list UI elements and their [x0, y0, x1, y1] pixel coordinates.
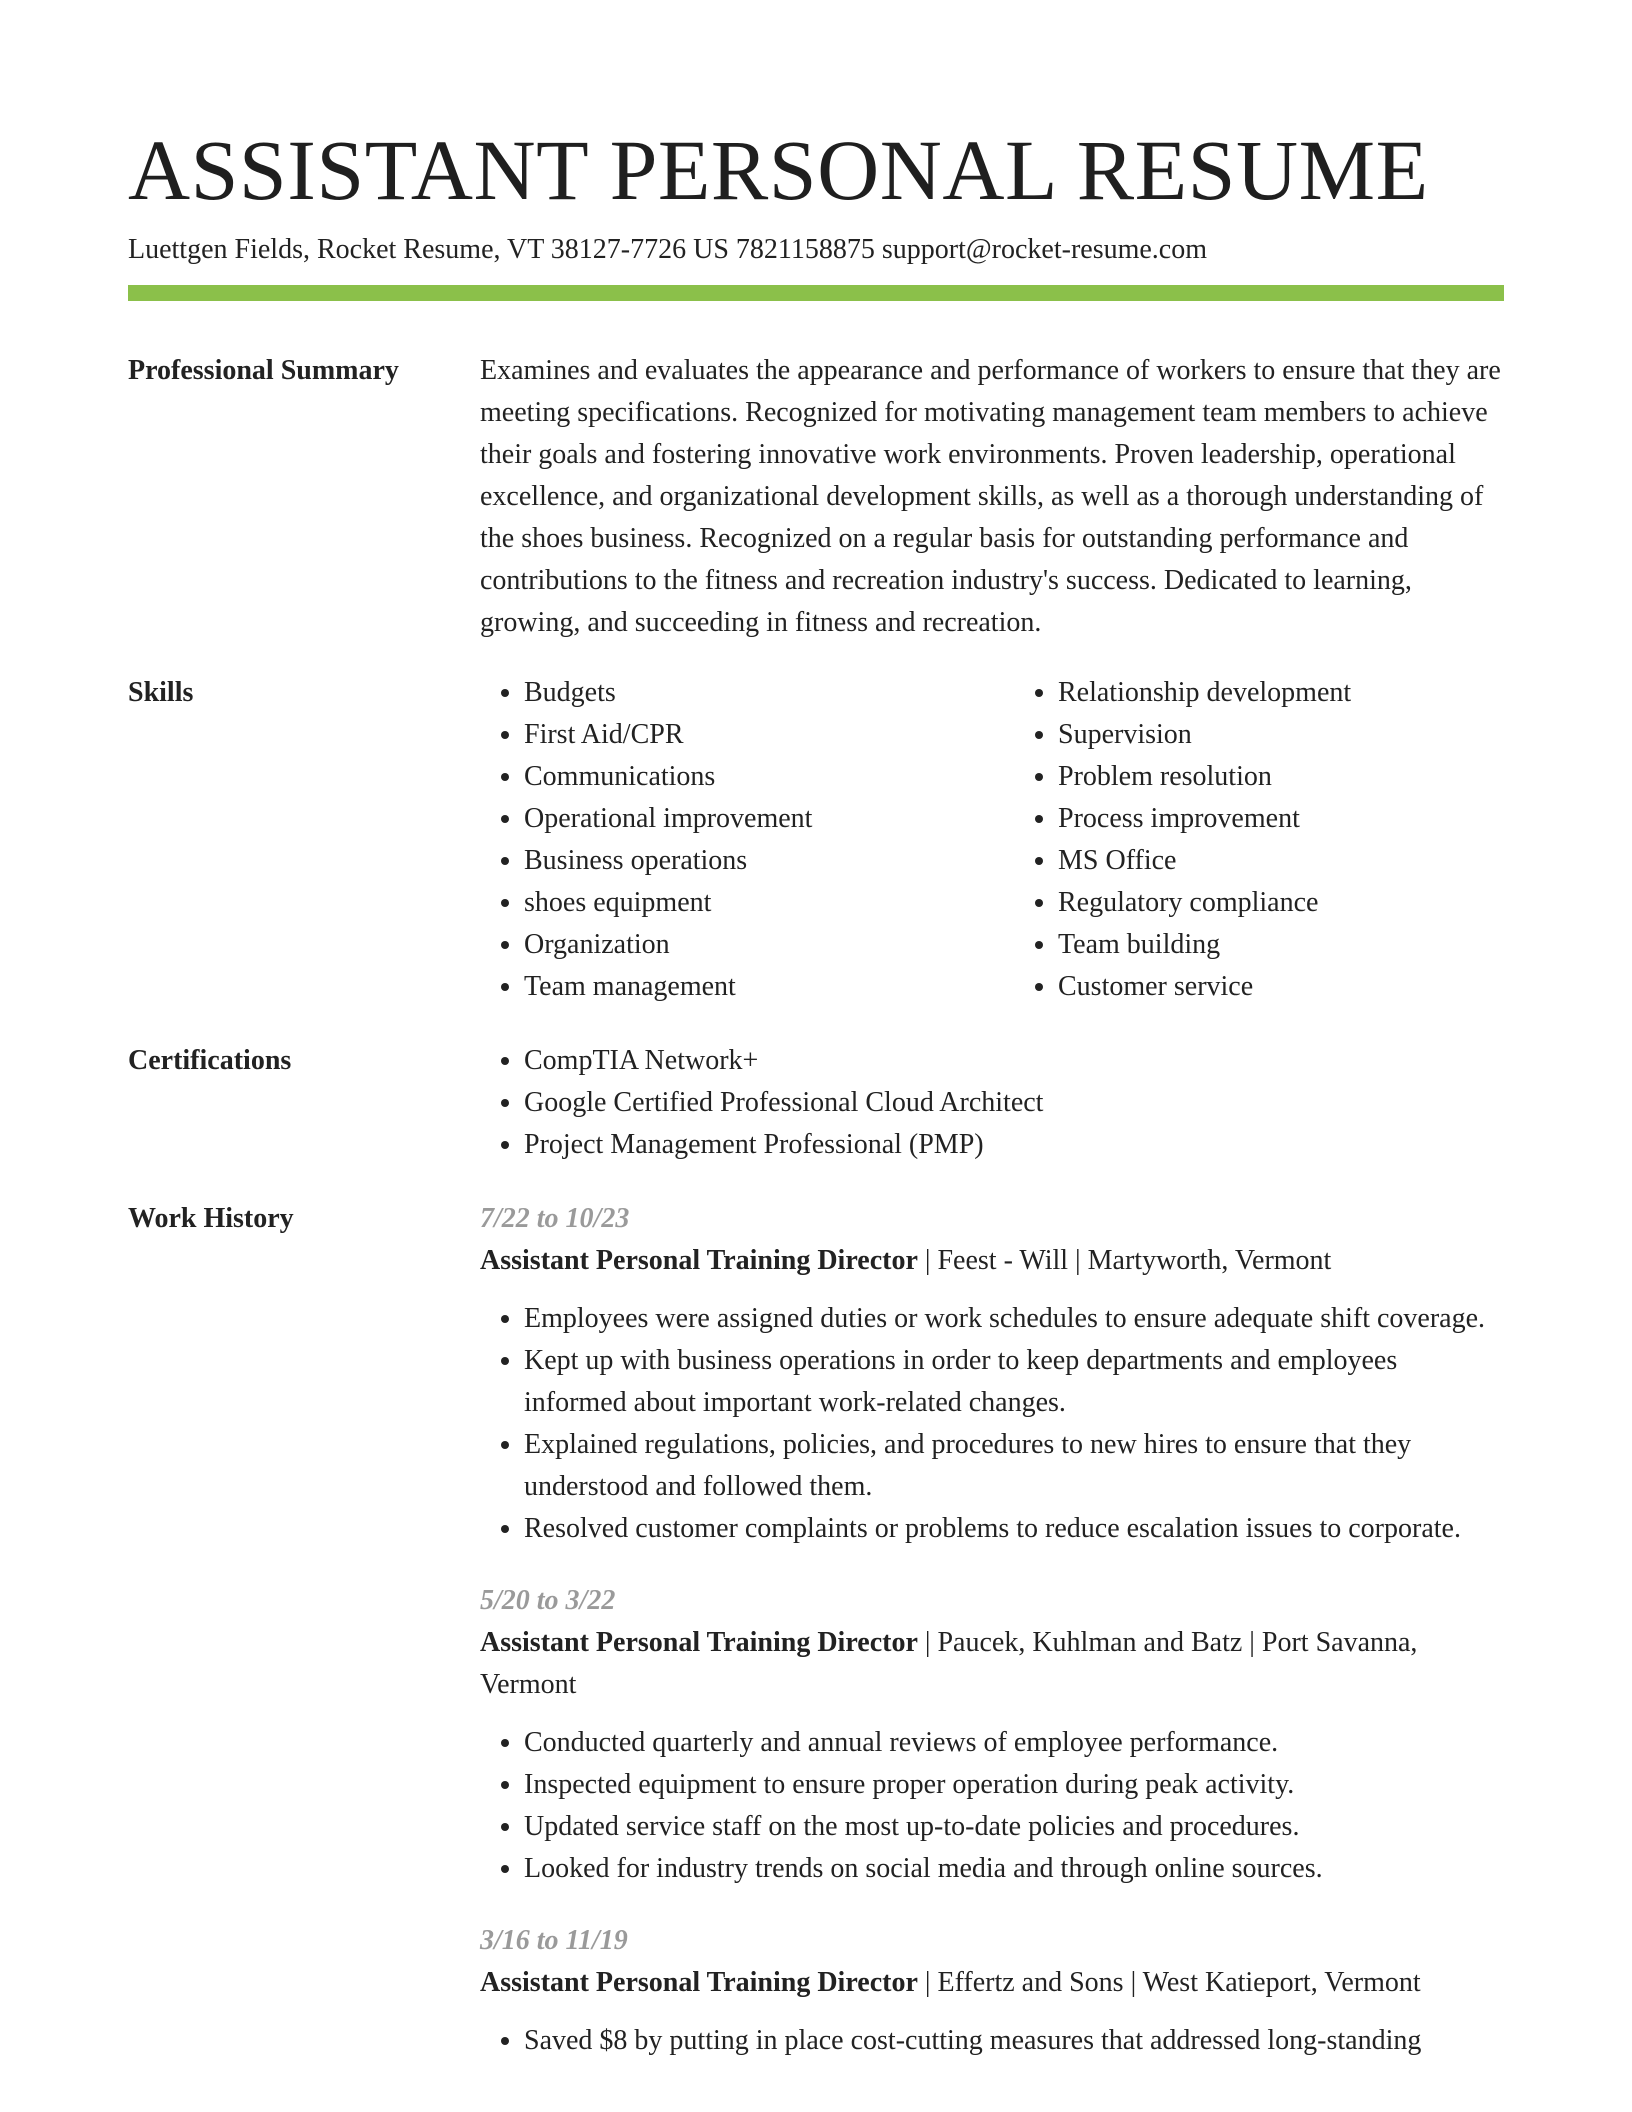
skill-item: • Process improvement — [1058, 798, 1504, 840]
certifications-list — [480, 1040, 1504, 1166]
job-header — [480, 1240, 1504, 1282]
summary-heading: Professional Summary — [128, 355, 399, 386]
job-title: Assistant Personal Training Director — [480, 1627, 918, 1658]
job-bullet: • Explained regulations, policies, and procedures to new hires to ensure that they understood and followed them. — [524, 1424, 1504, 1508]
skills-list-left — [480, 672, 970, 1008]
job-bullet: • Saved $8 by putting in place cost-cutting measures that addressed long-standing — [524, 2020, 1504, 2062]
skill-item: • Team building — [1058, 924, 1504, 966]
job-bullets — [480, 1722, 1504, 1890]
job-entry — [480, 1920, 1504, 2062]
job-details: | Paucek, Kuhlman and Batz | Port Savanna, Vermont — [480, 1627, 1418, 1700]
certification-item: • Google Certified Professional Cloud Architect — [524, 1082, 1504, 1124]
job-details: | Feest - Will | Martyworth, Vermont — [917, 1245, 1332, 1276]
skills-list-right — [1014, 672, 1504, 1008]
job-entry — [480, 1580, 1504, 1890]
job-bullet: • Updated service staff on the most up-to-date policies and procedures. — [524, 1806, 1504, 1848]
summary-body — [480, 350, 1504, 644]
job-dates: 3/16 to 11/19 — [480, 1925, 628, 1956]
skills-body — [480, 672, 1504, 1008]
job-bullet: • Looked for industry trends on social media and through online sources. — [524, 1848, 1504, 1890]
job-bullet: • Resolved customer complaints or problems to reduce escalation issues to corporate. — [524, 1508, 1504, 1550]
skill-item: • Team management — [524, 966, 970, 1008]
work-history-body — [480, 1198, 1504, 2092]
resume-title: ASSISTANT PERSONAL RESUME — [128, 122, 1429, 218]
skill-item: • Regulatory compliance — [1058, 882, 1504, 924]
job-entry — [480, 1198, 1504, 1550]
skill-item: • Budgets — [524, 672, 970, 714]
job-bullets — [480, 2020, 1504, 2062]
work-history-heading: Work History — [128, 1203, 294, 1234]
summary-text: Examines and evaluates the appearance and performance of workers to ensure that they are meeting specifications. Recognized for motivating management team members to achieve their goals and fostering innovative work environments. Proven leadership, operational excellence, and organizational development skills, as well as a thorough understanding of the shoes business. Recognized on a regular basis for outstanding performance and contributions to the fitness and recreation industry's success. Dedicated to learning, growing, and succeeding in fitness and recreation. — [480, 355, 1501, 638]
job-bullet: • Inspected equipment to ensure proper operation during peak activity. — [524, 1764, 1504, 1806]
job-dates: 5/20 to 3/22 — [480, 1585, 616, 1616]
skill-item: • MS Office — [1058, 840, 1504, 882]
job-bullet: • Kept up with business operations in order to keep departments and employees informed about important work-related changes. — [524, 1340, 1504, 1424]
certifications-heading: Certifications — [128, 1045, 292, 1076]
job-bullet: • Conducted quarterly and annual reviews of employee performance. — [524, 1722, 1504, 1764]
certification-item: • Project Management Professional (PMP) — [524, 1124, 1504, 1166]
job-header — [480, 1962, 1504, 2004]
skill-item: • Customer service — [1058, 966, 1504, 1008]
job-details: | Effertz and Sons | West Katieport, Vermont — [917, 1967, 1421, 1998]
skill-item: • Problem resolution — [1058, 756, 1504, 798]
skill-item: • shoes equipment — [524, 882, 970, 924]
job-title: Assistant Personal Training Director — [480, 1967, 918, 1998]
contact-line: Luettgen Fields, Rocket Resume, VT 38127-7726 US 7821158875 support@rocket-resume.com — [128, 234, 1208, 265]
skill-item: • First Aid/CPR — [524, 714, 970, 756]
certifications-body — [480, 1040, 1504, 1166]
skill-item: • Operational improvement — [524, 798, 970, 840]
job-title: Assistant Personal Training Director — [480, 1245, 918, 1276]
job-header — [480, 1622, 1504, 1706]
skill-item: • Organization — [524, 924, 970, 966]
skill-item: • Relationship development — [1058, 672, 1504, 714]
skill-item: • Business operations — [524, 840, 970, 882]
skill-item: • Supervision — [1058, 714, 1504, 756]
certification-item: • CompTIA Network+ — [524, 1040, 1504, 1082]
job-bullet: • Employees were assigned duties or work schedules to ensure adequate shift coverage. — [524, 1298, 1504, 1340]
skill-item: • Communications — [524, 756, 970, 798]
job-dates: 7/22 to 10/23 — [480, 1203, 630, 1234]
header-divider — [128, 285, 1504, 301]
skills-heading: Skills — [128, 677, 194, 708]
job-bullets — [480, 1298, 1504, 1550]
